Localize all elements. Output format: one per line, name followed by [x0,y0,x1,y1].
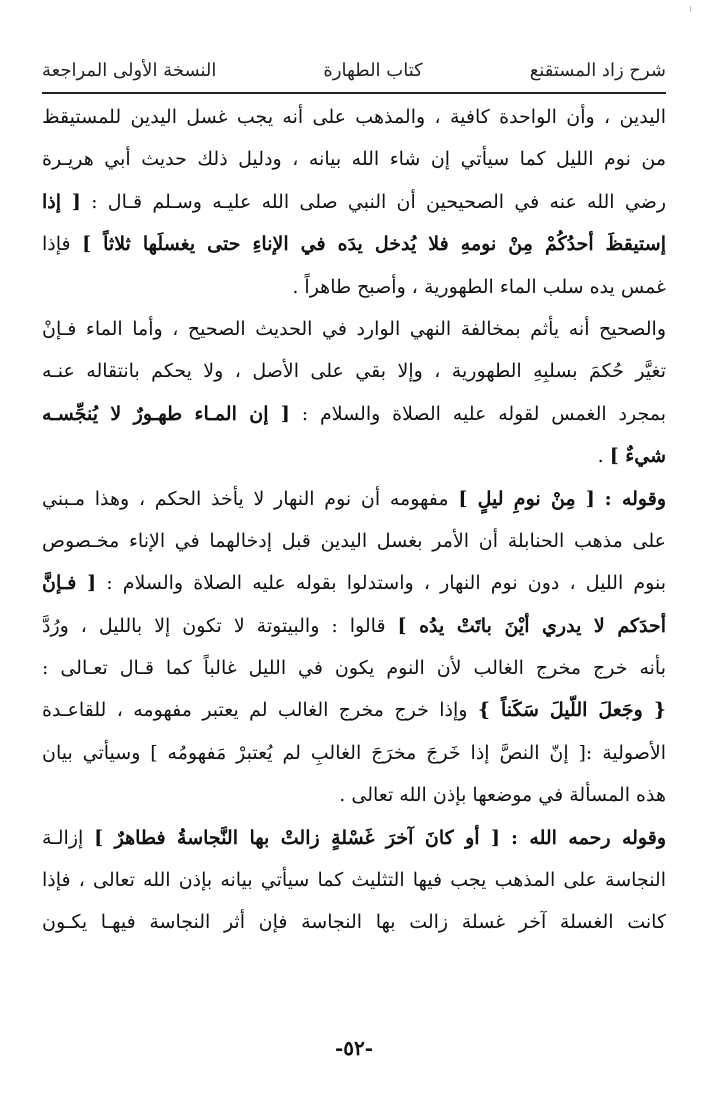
text-line [42,689,666,731]
text-span: هذه المسألة في موضعها بإذن الله تعالى . [339,784,666,807]
text-span: النجاسة على المذهب يجب فيها التثليث كما سيأتي بيانه بإذن الله تعالى ، فإذا [42,869,666,892]
text-line [42,774,666,816]
text-span: كانت الغسلة آخر غسلة زالت بها النجاسة فإن أثر النجاسة فيهـا يكـون [42,911,666,934]
text-line [42,350,666,392]
text-line [42,901,666,943]
text-span: . [597,445,604,468]
text-line [42,96,666,138]
text-span: وإذا خرج مخرج الغالب لم يعتبر مفهومه ، للقاعـدة [42,699,468,722]
text-span: فإذا [42,233,71,256]
text-line [42,393,666,435]
header-edition-label: النسخة الأولى المراجعة [42,59,217,81]
bold-text-span: وقوله : [604,487,666,510]
text-line [42,223,666,265]
header-rule [42,92,666,94]
bold-text-span: { وجَعلَ اللّيلَ سَكَناً } [477,699,666,722]
text-span: غمس يده سلب الماء الطهورية ، وأصبح طاهراً . [292,275,666,298]
bold-text-span: شيءٌ ] [609,445,666,468]
text-line [42,859,666,901]
text-span: على مذهب الحنابلة أن الأمر بغسل اليدين قبل إدخالهما في الإناء مخـصوص [42,529,666,552]
text-line [42,817,666,859]
bold-text-span: [ إن المـاء طهـورٌ لا يُنجِّسـه [42,402,290,425]
bold-text-span: [ أو كانَ آخرَ غَسْلةٍ زالتْ بها النَّجاسةُ فطاهرٌ ] [94,826,501,849]
text-span: بنوم الليل ، دون نوم النهار ، واستدلوا بقوله عليه الصلاة والسلام : [106,572,666,595]
text-span: الأصولية :[ إنّ النصَّ إذا خَرجَ مخرَجَ الغالبِ لم يُعتبرْ مَفهومُه ] وسيأتي بيان [42,741,666,764]
header-book-title: شرح زاد المستقنع [529,59,666,81]
bold-text-span: أحدَكم لا يدري أيْنَ باتَتْ يدُه ] [397,614,666,637]
text-line [42,478,666,520]
text-span: من نوم الليل كما سيأتي إن شاء الله بيانه ، ودليل ذلك حديث أبي هريـرة [42,148,666,171]
bold-text-span: [ فـإنَّ [42,572,97,595]
page-number: -٥٢- [334,1036,374,1060]
text-span: تغيَّر حُكمَ بسلبِهِ الطهورية ، وإلا بقي على الأصل ، ولا يحكم بانتقاله عنـه [42,360,666,383]
text-line [42,308,666,350]
text-line [42,732,666,774]
text-span: والصحيح أنه يأثم بمخالفة النهي الوارد في الحديث الصحيح ، وأما الماء فـإنْ [42,317,666,340]
bold-text-span: [ مِنْ نومِ ليلٍ ] [458,487,595,510]
text-span: اليدين ، وأن الواحدة كافية ، والمذهب على أنه يجب غسل اليدين للمستيقظ [42,106,666,128]
text-line [42,266,666,308]
bold-text-span: [ إذا [42,190,81,213]
bold-text-span: إستيقظَ أحدُكُمْ مِنْ نومهِ فلا يُدخل يدَه في الإناءِ حتى يغسلَها ثلاثاً ] [82,233,666,256]
text-span: قالوا : والبيتوتة لا تكون إلا بالليل ، ورُدَّ [42,614,386,637]
text-line [42,181,666,223]
header-chapter-title: كتاب الطهارة [323,59,423,81]
body-text [42,96,666,944]
text-span: بمجرد الغمس لقوله عليه الصلاة والسلام : [301,402,666,425]
text-line [42,647,666,689]
text-line [42,605,666,647]
text-span: مفهومه أن نوم النهار لا يأخذ الحكم ، وهذا مـبني [42,487,449,510]
text-span: بأنه خرج مخرج الغالب لأن النوم يكون في الليل غالباً كما قـال تعـالى : [42,657,666,680]
bold-text-span: وقوله رحمه الله : [510,826,666,849]
text-line [42,138,666,180]
text-line [42,562,666,604]
text-span: إزالـة [42,826,84,849]
page-corner-mark [690,6,697,12]
text-line [42,520,666,562]
text-line [42,435,666,477]
page-header [42,48,666,92]
text-span: رضي الله عنه في الصحيحين أن النبي صلى الله عليـه وسـلم قـال : [91,190,666,213]
